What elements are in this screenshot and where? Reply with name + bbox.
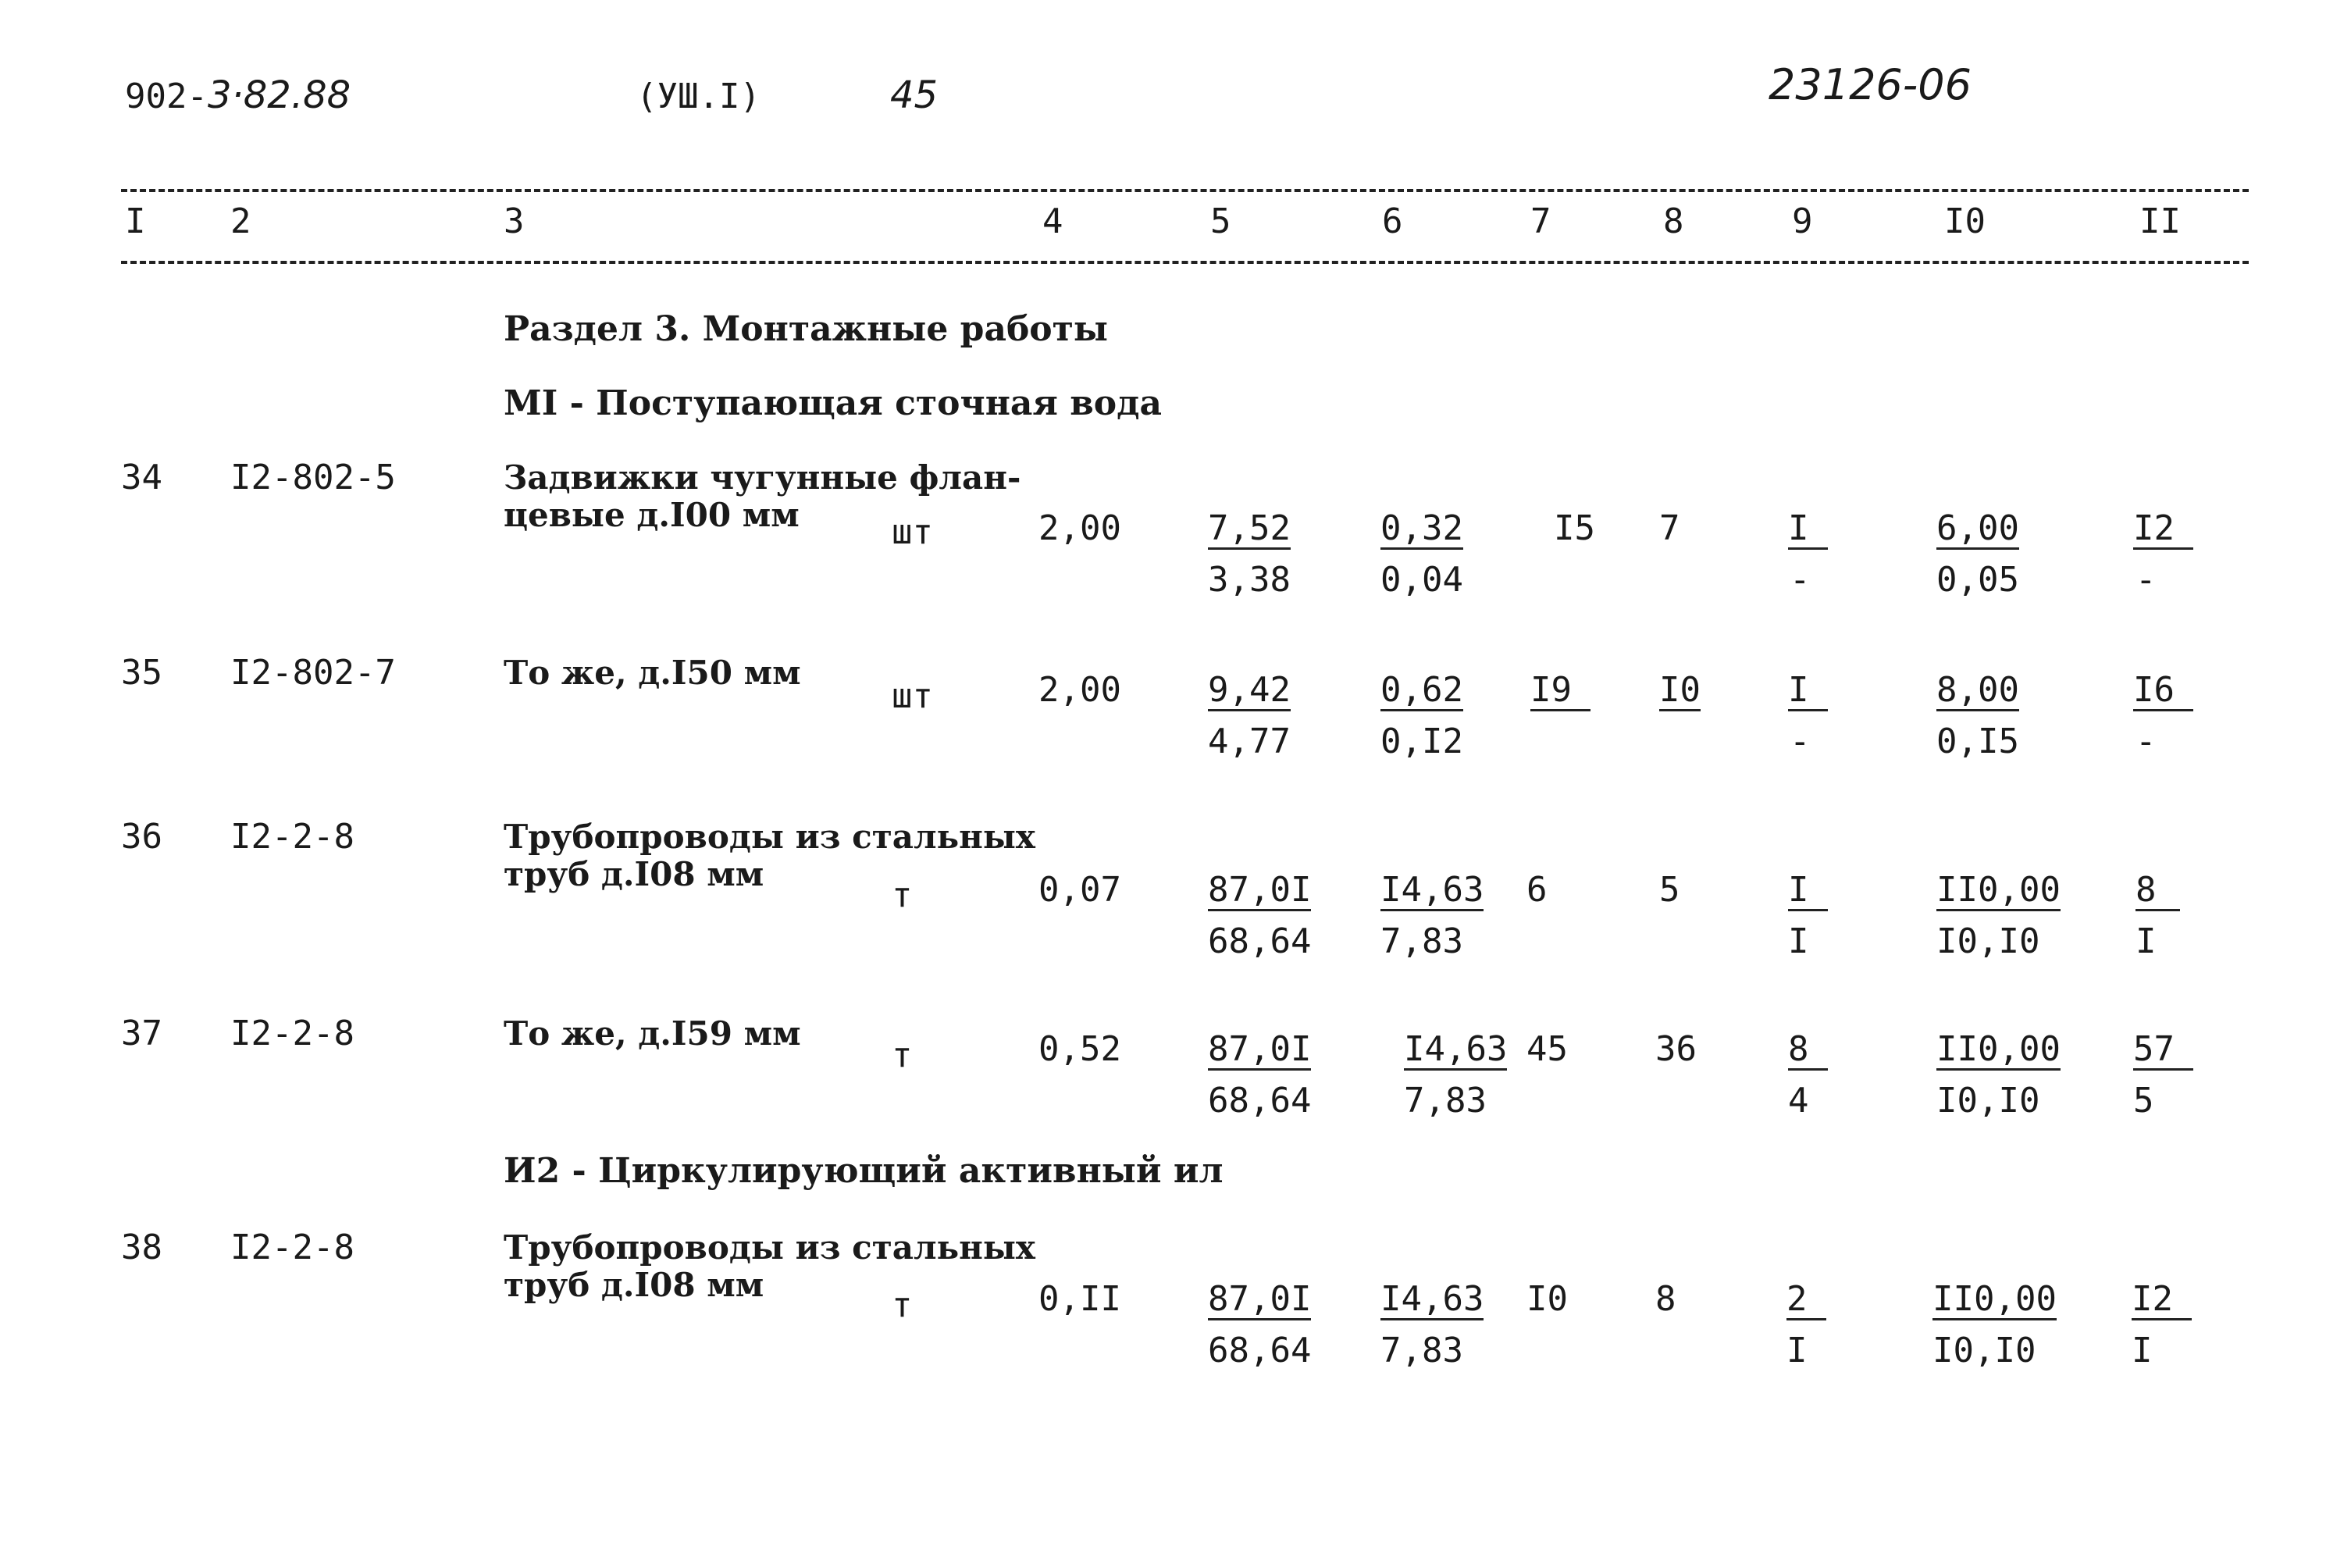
cell-col11-bottom: 5 — [2133, 1081, 2154, 1121]
cell-col10-bottom: 0,I5 — [1936, 722, 2019, 761]
row-description-line1: Трубопроводы из стальных — [504, 818, 1035, 856]
cell-col6-top: 0,62 — [1380, 670, 1463, 710]
cell-col7: I5 — [1554, 508, 1595, 548]
col-header-3: 3 — [504, 201, 525, 241]
cell-col9-bottom: - — [1790, 560, 1811, 600]
cell-col5-bottom: 68,64 — [1208, 1081, 1312, 1121]
cell-col5-top: 87,0I — [1208, 870, 1312, 910]
cell-col6-bottom: 0,04 — [1380, 560, 1463, 600]
doc-number — [125, 73, 351, 117]
cell-col5-bottom: 68,64 — [1208, 921, 1312, 961]
col-header-4: 4 — [1042, 201, 1063, 241]
cell-col6-top: I4,63 — [1380, 1279, 1484, 1319]
cell-col9-top: I — [1788, 873, 1828, 911]
row-description-line1: Трубопроводы из стальных — [504, 1228, 1035, 1267]
row-number: 36 — [121, 817, 162, 857]
row-code: I2-802-5 — [230, 458, 396, 497]
col-header-11: II — [2139, 201, 2181, 241]
stamp-number: 23126-06 — [1769, 60, 1972, 109]
row-unit: т — [892, 1035, 913, 1075]
cell-col8: 8 — [1655, 1279, 1676, 1319]
cell-col9-bottom: I — [1788, 921, 1809, 961]
cell-col9-top: I — [1788, 511, 1828, 550]
col-header-5: 5 — [1210, 201, 1231, 241]
cell-col10-top: 8,00 — [1936, 670, 2019, 710]
cell-col9-top: 8 — [1788, 1032, 1828, 1071]
row-quantity: 2,00 — [1038, 670, 1121, 710]
cell-col11-bottom: - — [2135, 560, 2157, 600]
cell-col11-bottom: I — [2135, 921, 2157, 961]
cell-col5-top: 87,0I — [1208, 1279, 1312, 1319]
cell-col9-bottom: 4 — [1788, 1081, 1809, 1121]
row-unit: т — [892, 1285, 913, 1325]
cell-col6-bottom: 7,83 — [1404, 1081, 1487, 1121]
cell-col9-top: I — [1788, 673, 1828, 711]
row-quantity: 0,52 — [1038, 1029, 1121, 1069]
cell-col9-bottom: I — [1786, 1331, 1808, 1370]
section-title: Раздел 3. Монтажные работы — [504, 309, 1109, 349]
col-header-9: 9 — [1792, 201, 1813, 241]
doc-number-prefix: 902- — [125, 77, 208, 116]
cell-col7: 6 — [1526, 870, 1548, 910]
cell-col6-top: 0,32 — [1380, 508, 1463, 548]
cell-col5-top: 9,42 — [1208, 670, 1291, 710]
row-unit: шт — [892, 512, 933, 552]
cell-col10-bottom: I0,I0 — [1932, 1331, 2036, 1370]
cell-col10-bottom: 0,05 — [1936, 560, 2019, 600]
cell-col6-bottom: 7,83 — [1380, 921, 1463, 961]
row-code: I2-2-8 — [230, 817, 354, 857]
cell-col8: 5 — [1659, 870, 1680, 910]
row-unit: т — [892, 875, 913, 915]
cell-col6-top: I4,63 — [1380, 870, 1484, 910]
cell-col5-bottom: 3,38 — [1208, 560, 1291, 600]
cell-col8: 36 — [1655, 1029, 1697, 1069]
row-quantity: 2,00 — [1038, 508, 1121, 548]
row-quantity: 0,07 — [1038, 870, 1121, 910]
cell-col11-bottom: - — [2135, 722, 2157, 761]
doc-number-handwritten: 3·82.88 — [207, 73, 351, 117]
cell-col5-bottom: 4,77 — [1208, 722, 1291, 761]
row-number: 37 — [121, 1014, 162, 1053]
col-header-6: 6 — [1382, 201, 1403, 241]
cell-col5-top: 7,52 — [1208, 508, 1291, 548]
col-header-7: 7 — [1530, 201, 1551, 241]
cell-col7: I9 — [1530, 673, 1590, 711]
cell-col10-top: II0,00 — [1932, 1279, 2057, 1319]
col-header-2: 2 — [230, 201, 251, 241]
cell-col6-top: I4,63 — [1404, 1029, 1508, 1069]
cell-col7: 45 — [1526, 1029, 1568, 1069]
cell-col5-bottom: 68,64 — [1208, 1331, 1312, 1370]
cell-col11-top: I2 — [2132, 1282, 2192, 1320]
cell-col6-bottom: 7,83 — [1380, 1331, 1463, 1370]
cell-col6-bottom: 0,I2 — [1380, 722, 1463, 761]
cell-col9-top: 2 — [1786, 1282, 1826, 1320]
group-title-m1: MI - Поступающая сточная вода — [504, 383, 1162, 423]
cell-col11-top: I2 — [2133, 511, 2193, 550]
col-header-8: 8 — [1663, 201, 1684, 241]
cell-col11-bottom: I — [2132, 1331, 2153, 1370]
row-number: 38 — [121, 1228, 162, 1267]
row-code: I2-802-7 — [230, 653, 396, 693]
row-unit: шт — [892, 676, 933, 716]
row-description-line2: труб д.I08 мм — [504, 1266, 764, 1304]
cell-col11-top: I6 — [2133, 673, 2193, 711]
cell-col9-bottom: - — [1790, 722, 1811, 761]
row-code: I2-2-8 — [230, 1014, 354, 1053]
cell-col10-bottom: I0,I0 — [1936, 1081, 2040, 1121]
row-description-line1: Задвижки чугунные флан- — [504, 458, 1021, 497]
col-header-10: I0 — [1944, 201, 1986, 241]
row-number: 35 — [121, 653, 162, 693]
cell-col5-top: 87,0I — [1208, 1029, 1312, 1069]
row-description-line1: То же, д.I50 мм — [504, 654, 801, 692]
header-rule-bottom — [121, 261, 2249, 264]
header-rule-top — [121, 189, 2249, 192]
cell-col10-top: II0,00 — [1936, 1029, 2061, 1069]
cell-col7: I0 — [1526, 1279, 1568, 1319]
row-description-line1: То же, д.I59 мм — [504, 1014, 801, 1053]
cell-col8: I0 — [1659, 670, 1701, 710]
group-title-i2: И2 - Циркулирующий активный ил — [504, 1151, 1224, 1191]
cell-col10-bottom: I0,I0 — [1936, 921, 2040, 961]
row-number: 34 — [121, 458, 162, 497]
page-number: 45 — [890, 73, 939, 117]
row-description-line2: цевые д.I00 мм — [504, 496, 800, 534]
row-description-line2: труб д.I08 мм — [504, 855, 764, 893]
cell-col11-top: 57 — [2133, 1032, 2193, 1071]
section-code: (УШ.I) — [636, 77, 761, 116]
row-quantity: 0,II — [1038, 1279, 1121, 1319]
row-code: I2-2-8 — [230, 1228, 354, 1267]
cell-col11-top: 8 — [2135, 873, 2180, 911]
col-header-1: I — [125, 201, 146, 241]
cell-col8: 7 — [1659, 508, 1680, 548]
cell-col10-top: 6,00 — [1936, 508, 2019, 548]
cell-col10-top: II0,00 — [1936, 870, 2061, 910]
